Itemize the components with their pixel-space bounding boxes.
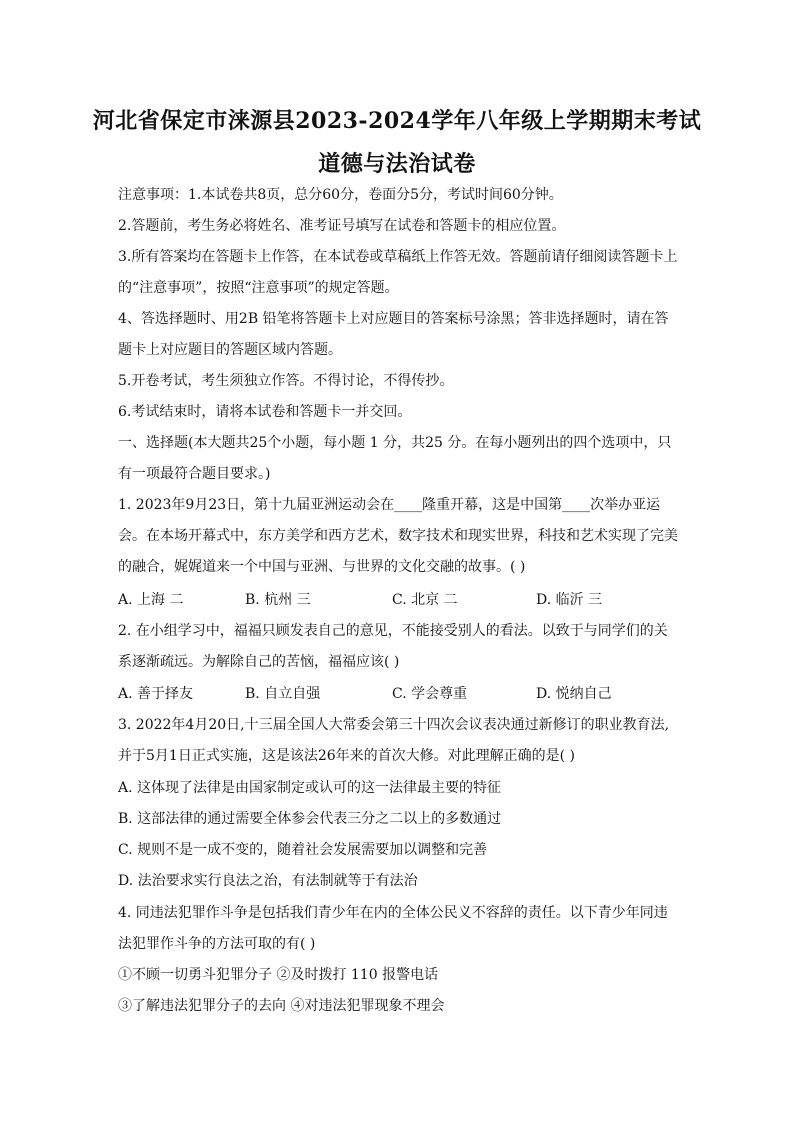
question-1-line-2: 会。在本场开幕式中，东方美学和西方艺术，数字技术和现实世界，科技和艺术实现了完美 xyxy=(118,528,678,544)
question-4-choice-line-2: ③了解违法犯罪分子的去向 ④对违法犯罪现象不理会 xyxy=(118,998,445,1014)
notice-line-8: 6.考试结束时，请将本试卷和答题卡一并交回。 xyxy=(118,404,412,420)
question-1-line-1: 1. 2023年9月23日，第十九届亚洲运动会在____隆重开幕，这是中国第____次举办亚运 xyxy=(118,497,661,513)
question-2-line-1: 2. 在小组学习中，福福只顾发表自己的意见，不能接受别人的看法。以致于与同学们的关 xyxy=(118,623,668,639)
notice-line-4: 的“注意事项”，按照“注意事项”的规定答题。 xyxy=(118,280,399,296)
notice-line-2: 2.答题前，考生务必将姓名、准考证号填写在试卷和答题卡的相应位置。 xyxy=(118,218,566,234)
question-2-option-c[interactable]: C. 学会尊重 xyxy=(392,686,468,702)
question-3-option-b[interactable]: B. 这部法律的通过需要全体参会代表三分之二以上的多数通过 xyxy=(118,811,502,827)
section-heading-line-2: 有一项最符合题目要求。) xyxy=(118,466,271,482)
question-3-option-c[interactable]: C. 规则不是一成不变的，随着社会发展需要加以调整和完善 xyxy=(118,842,488,858)
question-2-option-b[interactable]: B. 自立自强 xyxy=(245,686,321,702)
question-1-option-b[interactable]: B. 杭州 三 xyxy=(245,592,311,608)
question-4-choice-line-1: ①不顾一切勇斗犯罪分子 ②及时拨打 110 报警电话 xyxy=(118,967,439,983)
exam-title-line-2: 道德与法治试卷 xyxy=(318,151,476,177)
question-4-line-2: 法犯罪作斗争的方法可取的有( ) xyxy=(118,936,316,952)
notice-line-3: 3.所有答案均在答题卡上作答，在本试卷或草稿纸上作答无效。答题前请仔细阅读答题卡上 xyxy=(118,249,678,265)
question-2-options xyxy=(118,684,678,704)
exam-title-line-1: 河北省保定市涞源县2023-2024学年八年级上学期期末考试 xyxy=(92,108,702,134)
question-1-option-c[interactable]: C. 北京 二 xyxy=(392,592,458,608)
question-2-line-2: 系逐渐疏远。为解除自己的苦恼，福福应该( ) xyxy=(118,654,400,670)
question-3-line-1: 3. 2022年4月20日,十三届全国人大常委会第三十四次会议表决通过新修订的职业教育法, xyxy=(118,717,670,733)
question-2-option-d[interactable]: D. 悦纳自己 xyxy=(536,686,612,702)
question-2-option-a[interactable]: A. 善于择友 xyxy=(118,686,194,702)
question-4-line-1: 4. 同违法犯罪作斗争是包括我们青少年在内的全体公民义不容辞的责任。以下青少年同违 xyxy=(118,905,668,921)
notice-line-1: 注意事项：1.本试卷共8页，总分60分，卷面分5分，考试时间60分钟。 xyxy=(118,187,563,203)
notice-line-6: 题卡上对应题目的答题区域内答题。 xyxy=(118,342,342,358)
question-3-option-a[interactable]: A. 这体现了法律是由国家制定或认可的这一法律最主要的特征 xyxy=(118,780,502,796)
question-1-options xyxy=(118,590,678,610)
question-1-option-d[interactable]: D. 临沂 三 xyxy=(536,592,603,608)
question-3-line-2: 并于5月1日正式实施，这是该法26年来的首次大修。对此理解正确的是( ) xyxy=(118,748,576,764)
notice-line-7: 5.开卷考试，考生须独立作答。不得讨论，不得传抄。 xyxy=(118,373,454,389)
question-1-option-a[interactable]: A. 上海 二 xyxy=(118,592,184,608)
section-heading-line-1: 一、选择题(本大题共25个小题，每小题 1 分，共25 分。在每小题列出的四个选项中，只 xyxy=(118,435,672,451)
question-1-line-3: 的融合，娓娓道来一个中国与亚洲、与世界的文化交融的故事。( ) xyxy=(118,559,526,575)
question-3-option-d[interactable]: D. 法治要求实行良法之治，有法制就等于有法治 xyxy=(118,873,418,889)
notice-line-5: 4、答选择题时、用2B 铅笔将答题卡上对应题目的答案标号涂黑；答非选择题时，请在答 xyxy=(118,311,669,327)
